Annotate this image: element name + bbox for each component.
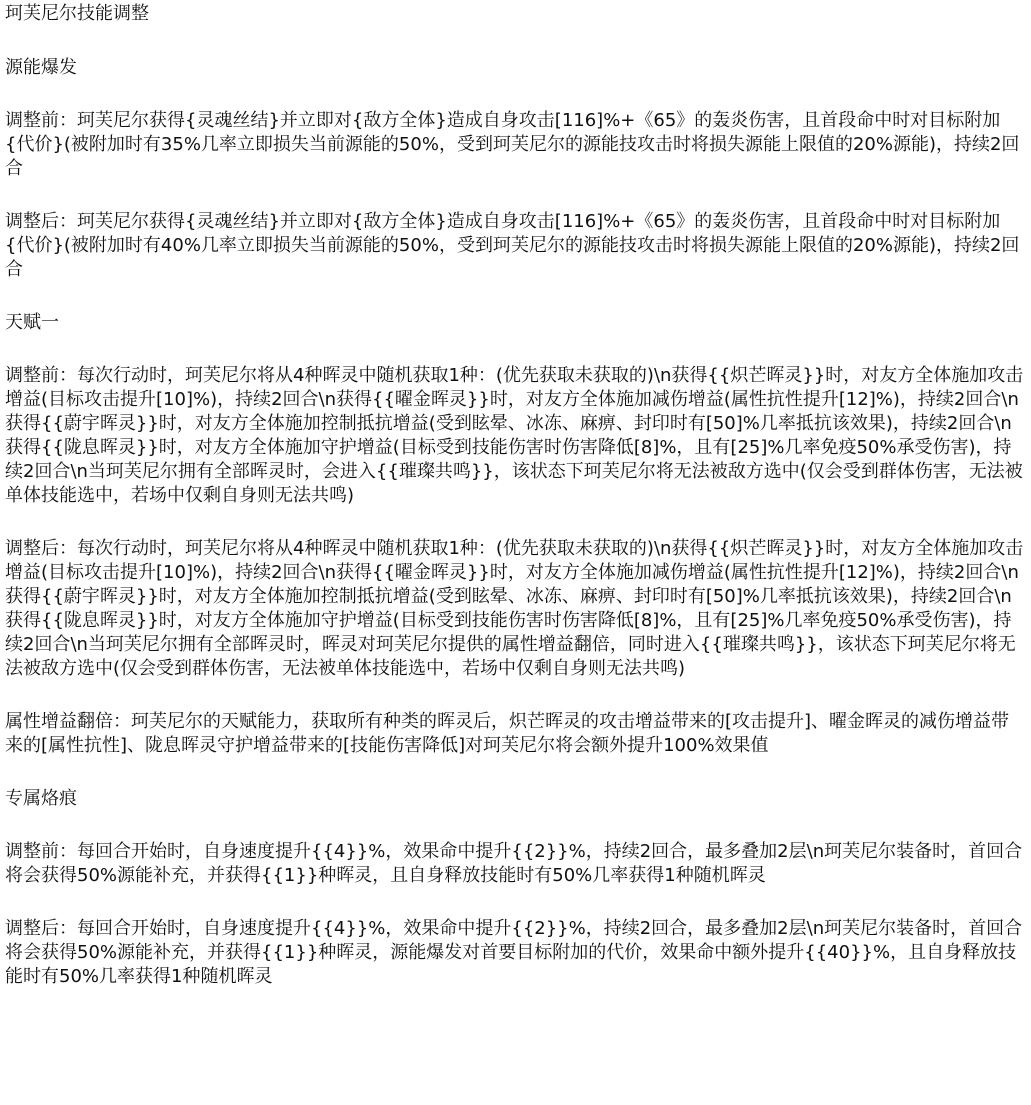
paragraph-after: 调整后：每回合开始时，自身速度提升{{4}}%，效果命中提升{{2}}%，持续2回合，最多叠加2层\n珂芙尼尔装备时，首回合将会获得50%源能补充，并获得{{1}}种晖灵，源能爆发对首要目标附加的代价，效果命中额外提升{{40}}%，且自身释放技能时有50%几率获得1种随机晖灵 — [5, 918, 1023, 987]
paragraph-before: 调整前：珂芙尼尔获得{灵魂丝结}并立即对{敌方全体}造成自身攻击[116]%+《65》的轰炎伤害，且首段命中时对目标附加{代价}(被附加时有35%几率立即损失当前源能的50%，受到珂芙尼尔的源能技攻击时将损失源能上限值的20%源能)，持续2回合 — [5, 110, 1020, 179]
section-heading-exclusive-imprint: 专属烙痕 — [5, 788, 77, 809]
section-heading-source-burst: 源能爆发 — [5, 57, 77, 78]
document-title: 珂芙尼尔技能调整 — [5, 3, 149, 24]
section-heading-talent-one: 天赋一 — [5, 312, 59, 333]
paragraph-after: 调整后：每次行动时，珂芙尼尔将从4种晖灵中随机获取1种：(优先获取未获取的)\n获得{{炽芒晖灵}}时，对友方全体施加攻击增益(目标攻击提升[10]%)，持续2回合\n获得{{曜金晖灵}}时，对友方全体施加减伤增益(属性抗性提升[12]%)，持续2回合\n获得{{蔚宇晖灵}}时，对友方全体施加控制抵抗增益(受到眩晕、冰冻、麻痹、封印时有[50]%几率抵抗该效果)，持续2回合\n获得{{陇息晖灵}}时，对友方全体施加守护增益(目标受到技能伤害时伤害降低[8]%，且有[25]%几率免疫50%承受伤害)，持续2回合\n当珂芙尼尔拥有全部晖灵时，晖灵对珂芙尼尔提供的属性增益翻倍，同时进入{{璀璨共鸣}}，该状态下珂芙尼尔将无法被敌方选中(仅会受到群体伤害，无法被单体技能选中，若场中仅剩自身则无法共鸣) — [5, 538, 1024, 679]
paragraph-after: 调整后：珂芙尼尔获得{灵魂丝结}并立即对{敌方全体}造成自身攻击[116]%+《65》的轰炎伤害，且首段命中时对目标附加{代价}(被附加时有40%几率立即损失当前源能的50%，受到珂芙尼尔的源能技攻击时将损失源能上限值的20%源能)，持续2回合 — [5, 211, 1020, 280]
paragraph-attribute-doubling: 属性增益翻倍：珂芙尼尔的天赋能力，获取所有种类的晖灵后，炽芒晖灵的攻击增益带来的[攻击提升]、曜金晖灵的减伤增益带来的[属性抗性]、陇息晖灵守护增益带来的[技能伤害降低]对珂芙尼尔将会额外提升100%效果值 — [5, 711, 1010, 756]
paragraph-before: 调整前：每次行动时，珂芙尼尔将从4种晖灵中随机获取1种：(优先获取未获取的)\n获得{{炽芒晖灵}}时，对友方全体施加攻击增益(目标攻击提升[10]%)，持续2回合\n获得{{曜金晖灵}}时，对友方全体施加减伤增益(属性抗性提升[12]%)，持续2回合\n获得{{蔚宇晖灵}}时，对友方全体施加控制抵抗增益(受到眩晕、冰冻、麻痹、封印时有[50]%几率抵抗该效果)，持续2回合\n获得{{陇息晖灵}}时，对友方全体施加守护增益(目标受到技能伤害时伤害降低[8]%，且有[25]%几率免疫50%承受伤害)，持续2回合\n当珂芙尼尔拥有全部晖灵时，会进入{{璀璨共鸣}}，该状态下珂芙尼尔将无法被敌方选中(仅会受到群体伤害，无法被单体技能选中，若场中仅剩自身则无法共鸣) — [5, 365, 1024, 506]
paragraph-before: 调整前：每回合开始时，自身速度提升{{4}}%，效果命中提升{{2}}%，持续2回合，最多叠加2层\n珂芙尼尔装备时，首回合将会获得50%源能补充，并获得{{1}}种晖灵，且自身释放技能时有50%几率获得1种随机晖灵 — [5, 841, 1023, 886]
